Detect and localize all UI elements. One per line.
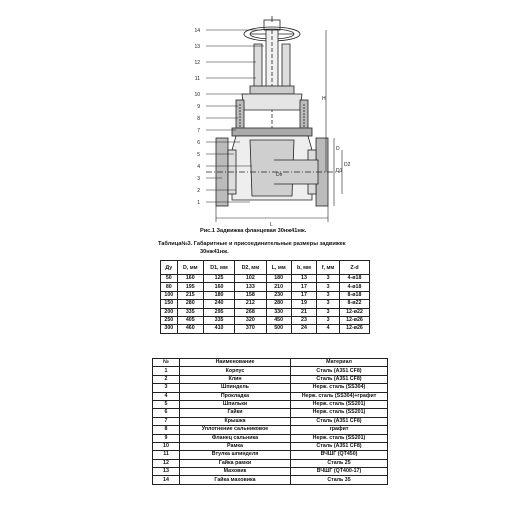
dim-table-title-cont: 30нж41нж. (200, 249, 229, 255)
dim-cell: 180 (266, 275, 291, 283)
table-row (153, 375, 388, 383)
part-material: Нерж. сталь (SS201) (291, 400, 388, 408)
dim-cell: 21 (291, 308, 316, 316)
part-number: 14 (153, 476, 180, 484)
part-name: Корпус (180, 367, 291, 375)
dim-cell: 17 (291, 291, 316, 299)
callout-3: 3 (197, 176, 200, 182)
dim-cell: 125 (203, 275, 234, 283)
dim-cell: 80 (161, 283, 178, 291)
dim-cell: 4-ø18 (339, 283, 369, 291)
callout-11: 11 (194, 76, 200, 82)
table-row (153, 392, 388, 400)
table-row (153, 442, 388, 450)
part-number: 4 (153, 392, 180, 400)
part-name: Рамка (180, 442, 291, 450)
dim-cell: 3 (317, 300, 340, 308)
dim-cell: 8-ø18 (339, 291, 369, 299)
dim-cell: 50 (161, 275, 178, 283)
dim-cell: 330 (266, 308, 291, 316)
dim-header-cell: L, мм (266, 261, 291, 275)
table-row (153, 451, 388, 459)
dim-label-d: D (336, 146, 340, 152)
dim-cell: 240 (203, 300, 234, 308)
dim-cell: 8-ø22 (339, 300, 369, 308)
dim-cell: 230 (266, 291, 291, 299)
dim-cell: 4 (317, 325, 340, 333)
table-row (153, 384, 388, 392)
table-row (161, 300, 370, 308)
dim-table-title: Таблица№3. Габаритные и присоединительные размеры задвижек (158, 241, 346, 247)
callout-8: 8 (197, 116, 200, 122)
dimensions-table (160, 260, 370, 334)
dim-cell: 3 (317, 316, 340, 324)
table-row (161, 325, 370, 333)
part-material: Сталь (A351 CF8) (291, 367, 388, 375)
part-name: Маховик (180, 468, 291, 476)
table-row (153, 476, 388, 484)
part-material: графит (291, 426, 388, 434)
dim-cell: 23 (291, 316, 316, 324)
part-name: Гайки (180, 409, 291, 417)
dim-cell: 500 (266, 325, 291, 333)
table-row (161, 316, 370, 324)
part-material: Нерж. сталь (SS201) (291, 434, 388, 442)
dim-cell: 24 (291, 325, 316, 333)
table-row (153, 434, 388, 442)
part-material: Нерж. сталь (SS201) (291, 409, 388, 417)
part-number: 1 (153, 367, 180, 375)
dim-cell: 133 (235, 283, 266, 291)
dim-cell: 280 (266, 300, 291, 308)
dim-cell: 335 (177, 308, 203, 316)
callout-5: 5 (197, 152, 200, 158)
callout-9: 9 (197, 104, 200, 110)
valve-body-drawing (206, 136, 340, 206)
part-number: 10 (153, 442, 180, 450)
part-name: Гайка рамки (180, 459, 291, 467)
part-number: 9 (153, 434, 180, 442)
dim-header-cell: f, мм (317, 261, 340, 275)
parts-header-cell: Наименование (180, 359, 291, 367)
dim-cell: 4-ø18 (339, 275, 369, 283)
part-number: 7 (153, 417, 180, 425)
table-row (153, 468, 388, 476)
dim-cell: 160 (177, 275, 203, 283)
part-name: Прокладка (180, 392, 291, 400)
part-number: 12 (153, 459, 180, 467)
part-name: Уплотнение сальниковое (180, 426, 291, 434)
dim-cell: 210 (266, 283, 291, 291)
dim-cell: 150 (161, 300, 178, 308)
callout-6: 6 (197, 140, 200, 146)
dim-label-h: H (322, 96, 326, 102)
dim-cell: 280 (177, 300, 203, 308)
dim-label-d1: D1 (336, 168, 343, 174)
dim-cell: 195 (177, 283, 203, 291)
callout-2: 2 (197, 188, 200, 194)
parts-header-cell: № (153, 359, 180, 367)
callout-1: 1 (197, 200, 200, 206)
dim-cell: 102 (235, 275, 266, 283)
dim-header-cell: D, мм (177, 261, 203, 275)
table-row (161, 291, 370, 299)
dim-cell: 3 (317, 308, 340, 316)
dim-header-cell: Z-d (339, 261, 369, 275)
dim-cell: 212 (235, 300, 266, 308)
part-name: Шпиндель (180, 384, 291, 392)
part-number: 2 (153, 375, 180, 383)
dim-cell: 17 (291, 283, 316, 291)
dim-cell: 268 (235, 308, 266, 316)
callout-13: 13 (194, 44, 200, 50)
table-row (161, 275, 370, 283)
dim-cell: 335 (203, 316, 234, 324)
part-number: 5 (153, 400, 180, 408)
callout-4: 4 (197, 164, 200, 170)
dim-cell: 158 (235, 291, 266, 299)
dim-header-cell: Ду (161, 261, 178, 275)
table-row (153, 459, 388, 467)
part-material: Сталь 35 (291, 476, 388, 484)
dim-cell: 3 (317, 275, 340, 283)
dim-label-d2: D2 (344, 162, 351, 168)
dim-header-cell: D1, мм (203, 261, 234, 275)
callout-14: 14 (194, 28, 200, 34)
dim-cell: 3 (317, 283, 340, 291)
table-row (153, 426, 388, 434)
dim-cell: 370 (235, 325, 266, 333)
part-material: Нерж. сталь (SS304)+графит (291, 392, 388, 400)
dim-header-cell: b, мм (291, 261, 316, 275)
dim-label-l: L (270, 222, 273, 228)
dim-cell: 250 (161, 316, 178, 324)
parts-table (152, 358, 388, 485)
part-material: ВЧШГ (QT450) (291, 451, 388, 459)
table-row (153, 367, 388, 375)
dim-cell: 13 (291, 275, 316, 283)
dim-cell: 460 (177, 325, 203, 333)
table-row (161, 283, 370, 291)
part-material: Сталь (A351 CF8) (291, 417, 388, 425)
dim-cell: 3 (317, 291, 340, 299)
part-material: Сталь (A351 CF8) (291, 442, 388, 450)
gate-valve-drawing (0, 0, 526, 232)
figure-caption: Рис.1 Задвижка фланцевая 30нж41нж. (200, 228, 307, 234)
part-name: Втулка шпинделя (180, 451, 291, 459)
dim-cell: 320 (235, 316, 266, 324)
dim-label-dn: Dn (276, 172, 283, 178)
dim-header-cell: D2, мм (235, 261, 266, 275)
part-material: ВЧШГ (QT400-17) (291, 468, 388, 476)
part-name: Клин (180, 375, 291, 383)
part-material: Нерж. сталь (SS304) (291, 384, 388, 392)
dim-cell: 12-ø26 (339, 316, 369, 324)
part-name: Гайка маховика (180, 476, 291, 484)
part-number: 8 (153, 426, 180, 434)
part-number: 13 (153, 468, 180, 476)
dim-cell: 450 (266, 316, 291, 324)
dim-cell: 200 (161, 308, 178, 316)
part-name: Фланец сальника (180, 434, 291, 442)
dim-cell: 405 (177, 316, 203, 324)
callout-10: 10 (194, 92, 200, 98)
dim-cell: 100 (161, 291, 178, 299)
dim-cell: 12-ø26 (339, 325, 369, 333)
table-row (153, 400, 388, 408)
dim-cell: 295 (203, 308, 234, 316)
dim-cell: 300 (161, 325, 178, 333)
dim-cell: 410 (203, 325, 234, 333)
part-number: 11 (153, 451, 180, 459)
part-material: Сталь 25 (291, 459, 388, 467)
table-row (161, 308, 370, 316)
dim-cell: 215 (177, 291, 203, 299)
callout-12: 12 (194, 60, 200, 66)
table-row (153, 417, 388, 425)
part-name: Шпильки (180, 400, 291, 408)
table-row (153, 409, 388, 417)
dim-cell: 180 (203, 291, 234, 299)
dim-cell: 19 (291, 300, 316, 308)
dim-cell: 12-ø22 (339, 308, 369, 316)
dim-cell: 160 (203, 283, 234, 291)
part-number: 3 (153, 384, 180, 392)
part-number: 6 (153, 409, 180, 417)
part-name: Крышка (180, 417, 291, 425)
part-material: Сталь (A351 CF8) (291, 375, 388, 383)
parts-header-cell: Материал (291, 359, 388, 367)
callout-7: 7 (197, 128, 200, 134)
